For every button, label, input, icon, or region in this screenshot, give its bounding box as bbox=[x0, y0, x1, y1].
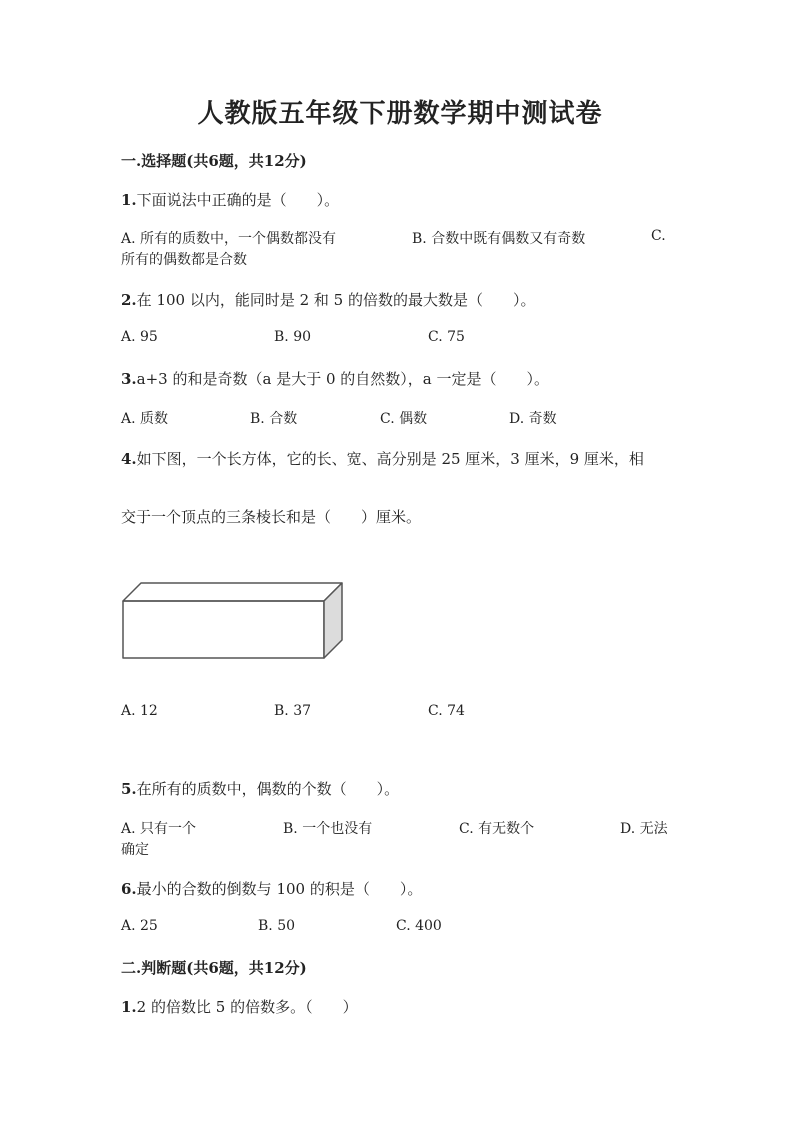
q1-option-a: A. 所有的质数中，一个偶数都没有 bbox=[121, 231, 337, 247]
q2-option-c: C. 75 bbox=[428, 329, 465, 345]
q5-option-a: A. 只有一个 bbox=[121, 821, 197, 837]
cuboid-side-face bbox=[324, 583, 342, 658]
question-number: 3. bbox=[121, 370, 137, 388]
question-5 bbox=[121, 778, 399, 799]
question-4 bbox=[121, 448, 644, 469]
q6-option-c: C. 400 bbox=[396, 918, 442, 934]
q1-option-b: B. 合数中既有偶数又有奇数 bbox=[412, 231, 586, 247]
q2-option-b: B. 90 bbox=[274, 329, 312, 345]
q4-option-b: B. 37 bbox=[274, 703, 312, 719]
question-1 bbox=[121, 189, 339, 210]
question-number: 6. bbox=[121, 880, 137, 898]
question-number: 5. bbox=[121, 780, 137, 798]
q3-option-b: B. 合数 bbox=[250, 411, 298, 427]
question-text: 在 100 以内，能同时是 2 和 5 的倍数的最大数是（ ）。 bbox=[136, 291, 536, 309]
q1-option-c-text: 所有的偶数都是合数 bbox=[121, 252, 247, 268]
q3-option-c: C. 偶数 bbox=[380, 411, 428, 427]
question-number: 4. bbox=[121, 450, 137, 468]
q1-option-c: C. bbox=[651, 228, 666, 244]
question-4-continued: 交于一个顶点的三条棱长和是（ ）厘米。 bbox=[121, 508, 422, 526]
page-title: 人教版五年级下册数学期中测试卷 bbox=[197, 99, 603, 129]
question-text: a+3 的和是奇数（a 是大于 0 的自然数），a 一定是（ ）。 bbox=[136, 370, 549, 388]
q6-option-a: A. 25 bbox=[121, 918, 158, 934]
q3-option-a: A. 质数 bbox=[121, 411, 169, 427]
question-6 bbox=[121, 878, 422, 899]
q4-option-c: C. 74 bbox=[428, 703, 465, 719]
cuboid-figure bbox=[120, 582, 346, 662]
q3-option-d: D. 奇数 bbox=[509, 411, 557, 427]
cuboid-top-face bbox=[123, 583, 342, 601]
question-text: 2 的倍数比 5 的倍数多。（ ） bbox=[136, 998, 358, 1016]
cuboid-front-face bbox=[123, 601, 324, 658]
q2-option-a: A. 95 bbox=[121, 329, 158, 345]
q5-option-d-text: 确定 bbox=[121, 842, 149, 858]
question-number: 1. bbox=[121, 191, 137, 209]
question-text: 最小的合数的倒数与 100 的积是（ ）。 bbox=[136, 880, 423, 898]
question-number: 2. bbox=[121, 291, 137, 309]
q5-option-c: C. 有无数个 bbox=[459, 821, 535, 837]
question-text: 在所有的质数中，偶数的个数（ ）。 bbox=[136, 780, 400, 798]
question-number: 1. bbox=[121, 998, 137, 1016]
q6-option-b: B. 50 bbox=[258, 918, 296, 934]
question-text: 下面说法中正确的是（ ）。 bbox=[136, 191, 340, 209]
section-header-choice: 一.选择题(共6题，共12分) bbox=[121, 152, 307, 170]
question-text: 如下图，一个长方体，它的长、宽、高分别是 25 厘米，3 厘米，9 厘米，相 bbox=[136, 450, 644, 468]
question-3 bbox=[121, 368, 549, 389]
q4-option-a: A. 12 bbox=[121, 703, 158, 719]
question-2 bbox=[121, 289, 536, 310]
q5-option-d: D. 无法 bbox=[620, 821, 668, 837]
section-header-judgment: 二.判断题(共6题，共12分) bbox=[121, 959, 307, 977]
q5-option-b: B. 一个也没有 bbox=[283, 821, 373, 837]
judgment-question-1 bbox=[121, 996, 358, 1017]
